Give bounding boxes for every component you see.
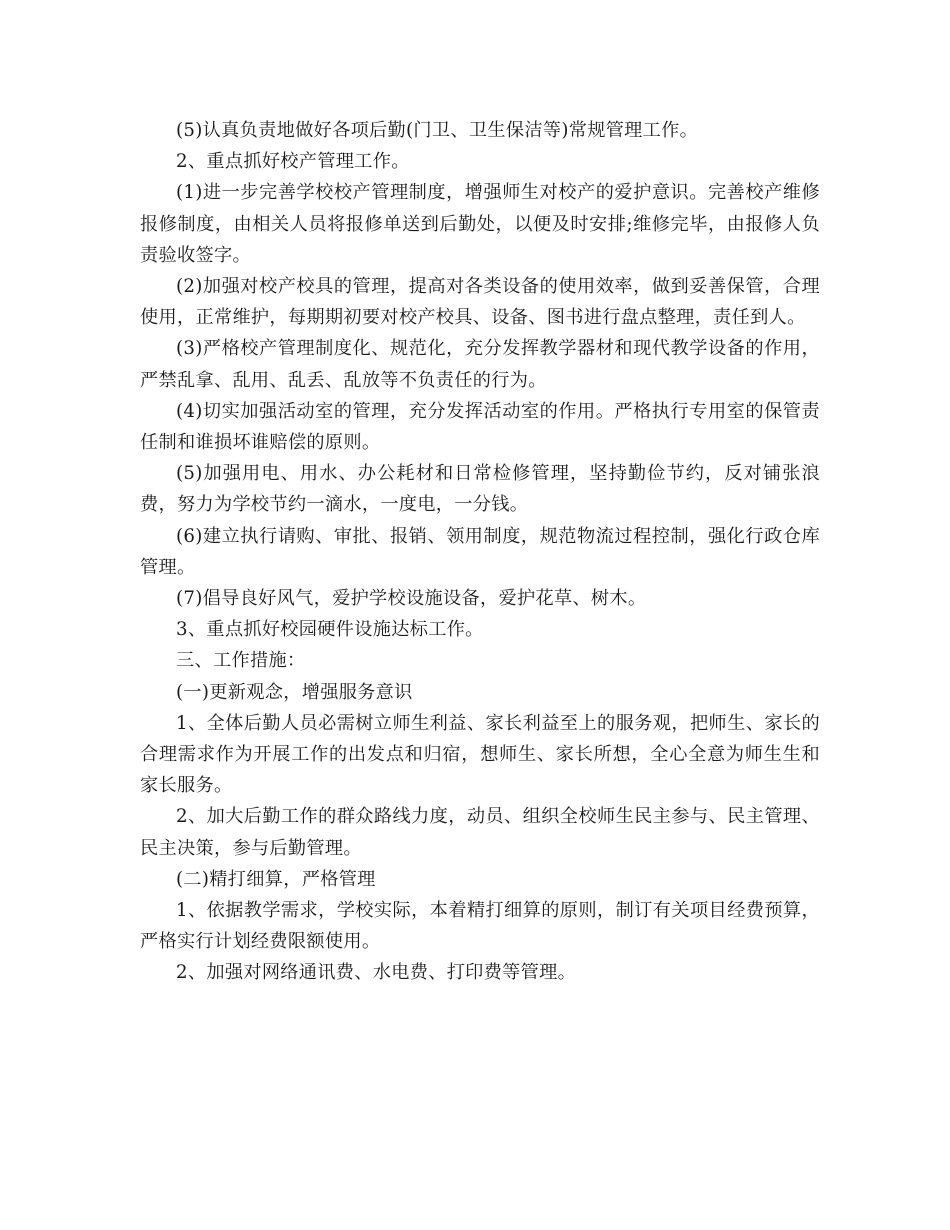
paragraph-5: (3)严格校产管理制度化、规范化，充分发挥教学器材和现代教学设备的作用，严禁乱拿、乱用、乱丢、乱放等不负责任的行为。 <box>140 338 820 391</box>
document-page <box>140 115 820 989</box>
paragraph-6: (4)切实加强活动室的管理，充分发挥活动室的作用。严格执行专用室的保管责任制和谁损坏谁赔偿的原则。 <box>140 400 820 454</box>
paragraph-4: (2)加强对校产校具的管理，提高对各类设备的使用效率，做到妥善保管，合理使用，正常维护，每期期初要对校产校具、设备、图书进行盘点整理，责任到人。 <box>140 276 820 329</box>
paragraph-2: 2、重点抓好校产管理工作。 <box>176 151 410 173</box>
paragraph-16: 1、依据教学需求，学校实际，本着精打细算的原则，制订有关项目经费预算，严格实行计划经费限额使用。 <box>140 900 820 953</box>
paragraph-9: (7)倡导良好风气，爱护学校设施设备，爱护花草、树木。 <box>176 588 647 610</box>
section-heading-measures: 三、工作措施： <box>176 650 306 672</box>
paragraph-1: (5)认真负责地做好各项后勤(门卫、卫生保洁等)常规管理工作。 <box>176 120 699 141</box>
subheading-2: (二)精打细算，严格管理 <box>176 868 376 890</box>
paragraph-17: 2、加强对网络通讯费、水电费、打印费等管理。 <box>176 962 577 984</box>
paragraph-8: (6)建立执行请购、审批、报销、领用制度，规范物流过程控制，强化行政仓库管理。 <box>140 525 820 578</box>
paragraph-14: 2、加大后勤工作的群众路线力度，动员、组织全校师生民主参与、民主管理、民主决策，参与后勤管理。 <box>140 806 820 859</box>
paragraph-10: 3、重点抓好校园硬件设施达标工作。 <box>176 619 484 641</box>
paragraph-13: 1、全体后勤人员必需树立师生利益、家长利益至上的服务观，把师生、家长的合理需求作为开展工作的出发点和归宿，想师生、家长所想，全心全意为师生生和家长服务。 <box>140 712 820 797</box>
subheading-1: (一)更新观念，增强服务意识 <box>176 681 413 703</box>
paragraph-3: (1)进一步完善学校校产管理制度，增强师生对校产的爱护意识。完善校产维修报修制度，由相关人员将报修单送到后勤处，以便及时安排;维修完毕，由报修人负责验收签字。 <box>140 182 820 266</box>
paragraph-7: (5)加强用电、用水、办公耗材和日常检修管理，坚持勤俭节约，反对铺张浪费，努力为学校节约一滴水，一度电，一分钱。 <box>140 463 820 516</box>
